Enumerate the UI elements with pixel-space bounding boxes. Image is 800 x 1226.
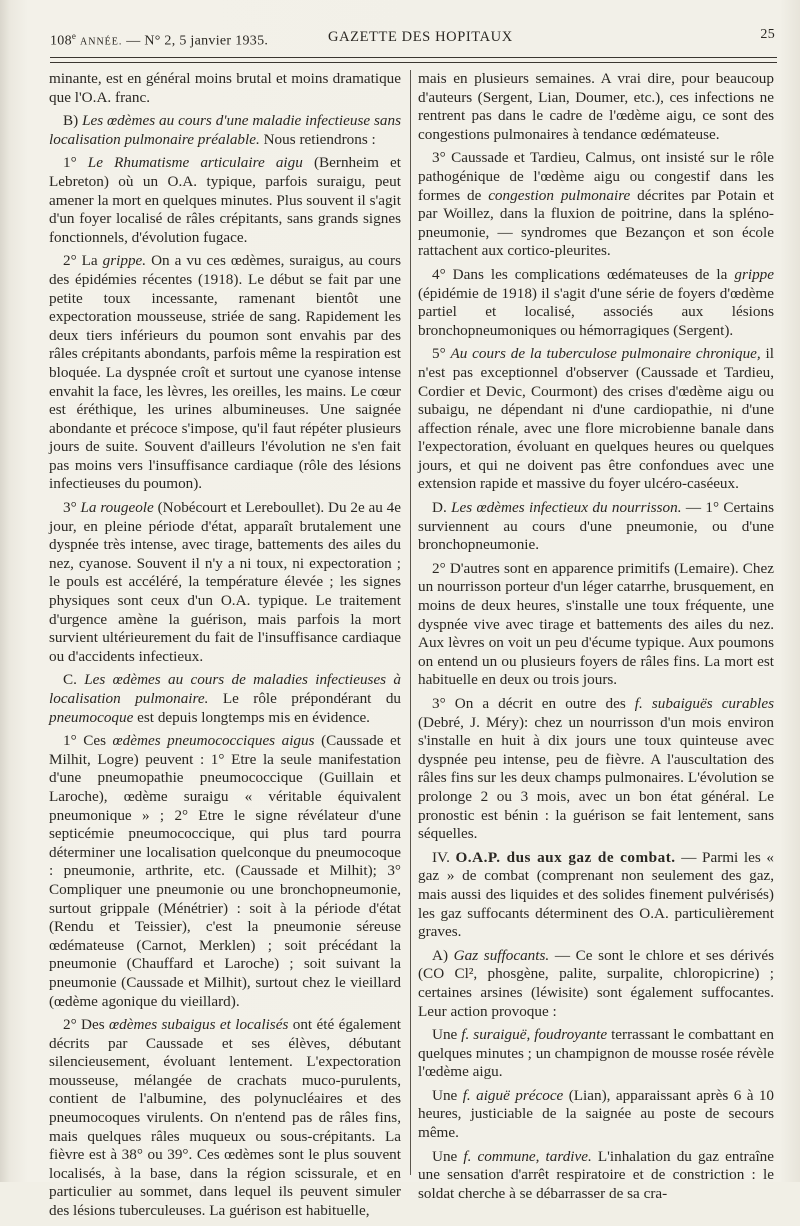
subsection-title: Au cours de la tuberculose pulmonaire chronique, <box>450 345 761 363</box>
paragraph: 3° On a décrit en outre des f. subaiguës curables (Debré, J. Méry): chez un nourrisson d'un mois environ s'installe en huit à dix jours une toux quinteuse avec dyspnée peu intense, peu de fièvre. A l'auscultation des râles fins sur les deux champs pulmonaires. L'évolution se prolonge 2 ou 3 mois, avec un bon état général. Le pronostic est bénin : la guérison se fait lentement, sans séquelles. <box>418 695 774 843</box>
subsection-title: œdèmes subaigus et localisés <box>109 1016 289 1034</box>
issue-date: — N° 2, 5 janvier 1935. <box>126 33 269 49</box>
paragraph: B) Les œdèmes au cours d'une maladie infectieuse sans localisation pulmonaire préalable. Nous retiendrons : <box>49 112 401 148</box>
section-title: Les œdèmes au cours d'une maladie infectieuse sans localisation pulmonaire préalable. <box>49 112 401 148</box>
subsection-title: œdèmes pneumococciques aigus <box>112 732 315 750</box>
header-rule-bottom <box>50 62 777 63</box>
paragraph: 3° Caussade et Tardieu, Calmus, ont insisté sur le rôle pathogénique de l'œdème aigu ou congestif dans les formes de congestion pulmonaire décrites par Potain et par Woillez, dans la fluxion de poitrine, dans la spléno-pneumonie, — syndromes que Bezançon et son école rattachent aux cortico-pleurites. <box>418 149 775 260</box>
left-column <box>49 70 401 1226</box>
subsection-title: La rougeole <box>80 499 154 517</box>
section-heading: O.A.P. dus aux gaz de combat. <box>455 848 676 866</box>
paragraph: Une f. commune, tardive. L'inhalation du gaz entraîne une sensation d'arrêt respiratoire et de constriction : le soldat cherche à se débarrasser de sa cra- <box>418 1147 775 1202</box>
paragraph: 1° Ces œdèmes pneumococciques aigus (Caussade et Milhit, Logre) peuvent : 1° Etre la seule manifestation d'une pneumopathie pneumococcique (Guillain et Laroche), œdème suraigu « véritable équivalent pneumonique » ; 2° Etre le signe révélateur d'une septicémie pneumococcique, qui plus tard pourra déterminer une localisation quelconque du pneumocoque : pneumonie, arthrite, etc. (Caussade et Milhit); 3° Compliquer une pneumonie ou une bronchopneumonie, surtout grippale (Ménétrier) : soit à la période d'état (Rendu et Teissier), c'est la pneumonie séreuse œdémateuse (Carnot, Merklen) ; soit précédant la pneumonie (Chauffard et Laroche) ; soit suivant la pneumonie (Caussade et Milhit), surtout chez le vieillard (œdème agonique du vieillard). <box>49 732 401 1010</box>
paragraph: 2° La grippe. On a vu ces œdèmes, suraigus, au cours des épidémies récentes (1918). Le début se fait par une petite toux incessante, ramenant bientôt une expectoration mousseuse, striée de sang. Rapidement les deux tiers inférieurs du poumon sont envahis par des râles crépitants abondants, parfois même la respiration est bloquée. La dyspnée croît et surtout une cyanose intense envahit la face, les lèvres, les oreilles, les mains. Le cœur est éréthique, les urines albumineuses. Une saignée abondante et précoce s'impose, qu'il faut répéter plusieurs jours de suite. Souvent d'ailleurs l'évolution ne s'en fait pas moins vers l'insuffisance cardiaque (rôle des lésions infectieuses du poumon). <box>49 252 401 493</box>
paragraph: 4° Dans les complications œdémateuses de la grippe (épidémie de 1918) il s'agit d'une série de foyers d'œdème partiel et localisé, associés aux lésions bronchopneumoniques ou hémorragiques (Sergent). <box>418 265 774 339</box>
paragraph: minante, est en général moins brutal et moins dramatique que l'O.A. franc. <box>49 70 401 106</box>
subsection-title: Gaz suffocants. <box>453 946 550 964</box>
paragraph: mais en plusieurs semaines. A vrai dire, pour beaucoup d'auteurs (Sergent, Lian, Doumer, etc.), ces infections ne rentrent pas dans le cadre de l'œdème aigu, ce sont des congestions pulmonaires à tendance œdémateuse. <box>418 70 774 143</box>
issue-info <box>50 31 268 50</box>
subsection-title: grippe. <box>102 252 147 270</box>
annee-label: ANNÉE. <box>80 36 123 48</box>
page-number: 25 <box>760 27 775 42</box>
section-title: Les œdèmes au cours de maladies infectieuses à localisation pulmonaire. <box>49 671 401 707</box>
paragraph: 5° Au cours de la tuberculose pulmonaire chronique, il n'est pas exceptionnel d'observer (Caussade et Tardieu, Cordier et Devic, Courmont) des crises d'œdème aigu ou subaigu, ne dépendant ni d'une cardiopathie, ni d'une affection rénale, avec une flore microbienne banale dans l'expectoration, évoluant en quelques heures ou quelques jours, et qui ne doivent pas être confondues avec une extension rapide et massive du foyer ulcéro-caséeux. <box>418 345 774 493</box>
paragraph: D. Les œdèmes infectieux du nourrisson. — 1° Certains surviennent au cours d'une pneumonie, ou d'une bronchopneumonie. <box>418 499 775 554</box>
paragraph: Une f. suraiguë, foudroyante terrassant le combattant en quelques minutes ; un champignon de mousse rosée révèle l'œdème aigu. <box>418 1026 774 1081</box>
paragraph: 3° La rougeole (Nobécourt et Lereboullet). Du 2e au 4e jour, en pleine période d'état, apparaît brutalement une dyspnée très intense, avec tirage, battements des ailes du nez, cyanose. Souvent il n'y a ni toux, ni expectoration ; le pouls est accéléré, la température élevée ; les signes physiques sont ceux d'un O.A. typique. Le traitement d'urgence amène la guérison, mais parfois la mort survient ultérieurement du fait de l'insuffisance cardiaque ou d'accidents infectieux. <box>49 499 401 665</box>
year-number: 108 <box>50 33 72 49</box>
paragraph: 2° Des œdèmes subaigus et localisés ont été également décrits par Caussade et ses élèves, débutant silencieusement, évoluant lentement. L'expectoration mousseuse, mélangée de crachats muco-purulents, contient de l'albumine, des polynucléaires et des pneumocoques virulents. On n'entend pas de râles fins, mais quelques râles muqueux ou sous-crépitants. La fièvre est à 38° ou 39°. Ces œdèmes sont le plus souvent localisés, à la base, dans la région scissurale, et en particulier au sommet, dans lequel ils peuvent simuler des lésions tuberculeuses. La guérison est habituelle, <box>49 1016 402 1220</box>
paragraph: IV. O.A.P. dus aux gaz de combat. — Parmi les « gaz » de combat (comprenant non seulement des gaz, mais aussi des liquides et des solides finement pulvérisés) les gaz suffocants déterminent des O.A. particulièrement graves. <box>418 848 774 941</box>
year-suffix: e <box>71 31 77 41</box>
paragraph: Une f. aiguë précoce (Lian), apparaissant après 6 à 10 heures, justiciable de la saignée au poste de secours même. <box>418 1086 775 1142</box>
paragraph: 1° Le Rhumatisme articulaire aigu (Bernheim et Lebreton) où un O.A. typique, parfois suraigu, peut amener la mort en quelques minutes. Plus souvent il s'agit d'un foyer localisé de râles crépitants, sans grands signes fonctionnels, d'évolution fugace. <box>49 154 401 246</box>
paragraph: C. Les œdèmes au cours de maladies infectieuses à localisation pulmonaire. Le rôle prépondérant du pneumocoque est depuis longtemps mis en évidence. <box>49 671 402 726</box>
right-column <box>418 70 774 1208</box>
paragraph: 2° D'autres sont en apparence primitifs (Lemaire). Chez un nourrisson porteur d'un léger catarrhe, brusquement, en moins de deux heures, s'installe une toux fréquente, une dyspnée vive avec tirage et battements des ailes du nez. Aux lèvres on voit un peu d'écume typique. Aux poumons on entend un ou plusieurs foyers de râles fins. La mort est habituelle en deux ou trois jours. <box>418 559 774 689</box>
column-divider <box>410 70 411 1175</box>
header-rule-top <box>50 57 777 58</box>
running-header <box>50 27 775 53</box>
section-title: Les œdèmes infectieux du nourrisson. <box>451 499 682 517</box>
journal-title: GAZETTE DES HOPITAUX <box>328 29 513 45</box>
subsection-title: Le Rhumatisme articulaire aigu <box>87 154 303 172</box>
paragraph: A) Gaz suffocants. — Ce sont le chlore et ses dérivés (CO Cl², phosgène, palite, surpalite, chloropicrine) ; certaines arsines (léwisite) sont également suffocantes. Leur action provoque : <box>418 946 774 1020</box>
